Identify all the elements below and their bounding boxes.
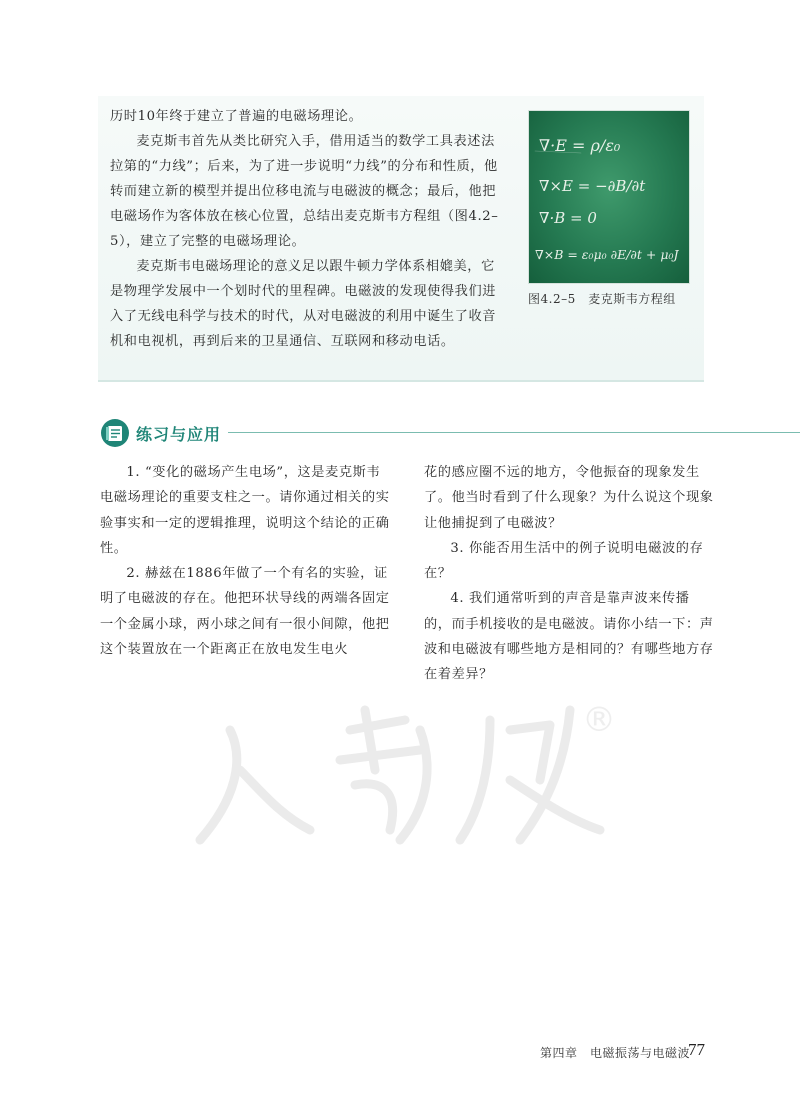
equation-gauss-magnetic: ∇·B = 0 (539, 209, 597, 227)
publisher-watermark-logo (190, 690, 630, 860)
exercise-item: 2. 赫兹在1886年做了一个有名的实验，证明了电磁波的存在。他把环状导线的两端各固定一个金属小球，两小球之间有一很小间隙，他把这个装置放在一个距离正在放电发生电火 (100, 566, 390, 658)
reading-text (110, 104, 506, 354)
maxwell-equations-chalkboard-image (528, 110, 690, 284)
reading-paragraph: 麦克斯韦首先从类比研究入手，借用适当的数学工具表述法拉第的“力线”；后来，为了进一步说明“力线”的分布和性质，他转而建立新的模型并提出位移电流与电磁波的概念；最后，他把电磁场作为客体放在核心位置，总结出麦克斯韦方程组（图4.2–5），建立了完整的电磁场理论。 (110, 134, 499, 249)
exercise-item: 3. 你能否用生活中的例子说明电磁波的存在？ (424, 540, 704, 582)
section-header (96, 418, 800, 448)
section-divider (228, 432, 800, 433)
reading-paragraph: 历时10年终于建立了普遍的电磁场理论。 (110, 109, 363, 124)
equation-gauss: ∇·E = ρ/ε₀ (539, 136, 621, 155)
figure-caption: 图4.2–5 麦克斯韦方程组 (528, 292, 676, 306)
section-title: 练习与应用 (136, 425, 222, 444)
exercise-continuation: 花的感应圈不远的地方，令他振奋的现象发生了。他当时看到了什么现象？为什么说这个现象让他捕捉到了电磁波？ (424, 465, 714, 531)
notebook-icon (100, 418, 130, 448)
page-number: 77 (688, 1040, 705, 1059)
equation-ampere-maxwell: ∇×B = ε₀μ₀ ∂E/∂t + μ₀J (535, 247, 679, 262)
exercises-right-column (424, 460, 714, 688)
exercise-item: 4. 我们通常听到的声音是靠声波来传播的，而手机接收的是电磁波。请你小结一下：声波和电磁波有哪些地方是相同的？有哪些地方存在着差异？ (424, 591, 714, 683)
equation-faraday: ∇×E = −∂B/∂t (539, 177, 646, 195)
exercises-left-column (100, 460, 390, 662)
exercise-item: 1. “变化的磁场产生电场”，这是麦克斯韦电磁场理论的重要支柱之一。请你通过相关的实验事实和一定的逻辑推理，说明这个结论的正确性。 (100, 465, 390, 556)
registered-mark: ® (582, 700, 616, 740)
reading-paragraph: 麦克斯韦电磁场理论的意义足以跟牛顿力学体系相媲美，它是物理学发展中一个划时代的里程碑。电磁波的发现使得我们进入了无线电科学与技术的时代，从对电磁波的利用中诞生了收音机和电视机，再到后来的卫星通信、互联网和移动电话。 (110, 259, 497, 349)
footer-chapter-title: 第四章 电磁振荡与电磁波 (540, 1046, 691, 1060)
